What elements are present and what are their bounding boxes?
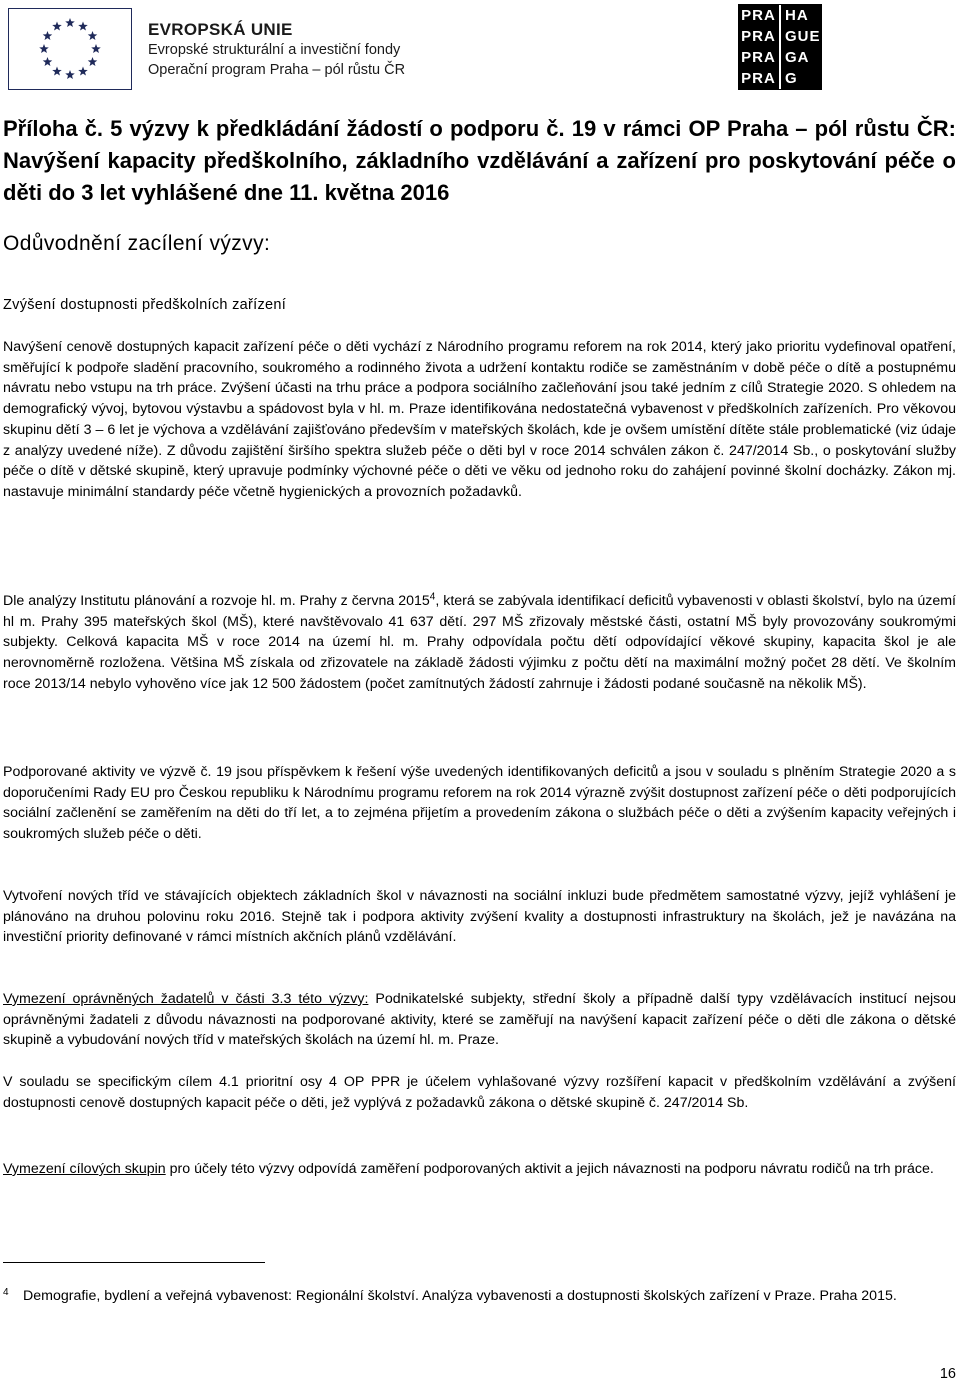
- prague-logo-left: PRA: [741, 28, 776, 45]
- eu-star-icon: [65, 70, 75, 79]
- paragraph-2-start: Dle analýzy Institutu plánování a rozvoje hl. m. Prahy z června 2015: [3, 593, 430, 609]
- paragraph-5: [3, 989, 956, 1051]
- target-groups-text: pro účely této výzvy odpovídá zaměření podporovaných aktivit a jejich návaznosti na podporu návratu rodičů na trh práce.: [165, 1161, 934, 1177]
- eu-star-icon: [52, 67, 62, 76]
- eu-star-icon: [78, 21, 88, 30]
- prague-logo-row: [738, 26, 822, 47]
- eu-programme-line: Operační program Praha – pól růstu ČR: [148, 61, 406, 78]
- prague-logo: [738, 4, 822, 90]
- paragraph-2-rest: , která se zabývala identifikací deficitů vybavenosti v oblasti školství, bylo na území hl m. Prahy 395 mateřských škol (MŠ), které navštěvovalo 41 637 dětí. 297 MŠ zřizovaly městské části, ostatní MŠ byly provozovány soukromými subjekty. Celková kapacita MŠ v roce 2014 na území hl. m. Prahy odpovídala počtu dětí odpovídající věkové skupiny, kapacita škol je ale nerovnoměrně rozložena. Většina MŠ získala od zřizovatele na základě žádosti výjimku z počtu dětí na maximální možný počet 28 dětí. Ve školním roce 2013/14 nebylo vyhověno více jak 12 500 žádostem (počet zamítnutých žádostí zahrnuje i žádosti podané současně na několik MŠ).: [3, 593, 956, 692]
- eu-star-icon: [39, 44, 49, 53]
- paragraph-1: Navýšení cenově dostupných kapacit zařízení péče o děti vychází z Národního programu reforem na rok 2014, který jako prioritu vydefinoval opatření, směřující k podpoře sladění pracovního, soukromého a rodinného života a udržení kontaktu rodiče se zaměstnáním v době péče o dítě a postupnému návratu nebo vstupu na trh práce. Zvýšení účasti na trhu práce a podpora sociálního začleňování jsou také jedním z cílů Strategie 2020. S ohledem na demografický vývoj, bytovou výstavbu a spádovost byla v hl. m. Praze identifikována nedostatečná vybavenost v předškolních zařízeních. Pro věkovou skupinu dětí 3 – 6 let je výchova a vzdělávání zajišťováno především v mateřských školách, kde je ovšem umístění dítěte stále problematické (viz údaje z analýzy uvedené níže). Z důvodu zajištění širšího spektra služeb péče o děti byl v roce 2014 schválen zákon č. 247/2014 Sb., o poskytování služby péče o dítě v dětské skupině, který upravuje podmínky výchovné péče o děti ve věku od jednoho roku do zahájení povinné školní docházky. Zákon mj. nastavuje minimální standardy péče včetně hygienických a provozních požadavků.: [3, 339, 956, 500]
- footnote-mark: 4: [3, 1287, 9, 1298]
- eu-title: EVROPSKÁ UNIE: [148, 19, 293, 39]
- prague-logo-left: PRA: [741, 70, 776, 87]
- prague-logo-right: GUE: [785, 28, 821, 45]
- paragraph-6: V souladu se specifickým cílem 4.1 prioritní osy 4 OP PPR je účelem vyhlašované výzvy rozšíření kapacit v předškolním vzdělávání a zvýšení dostupnosti cenově dostupných kapacit péče o děti, jež vyplývá z požadavků zákona o dětské skupině č. 247/2014 Sb.: [3, 1074, 956, 1111]
- footnote: [3, 1285, 956, 1307]
- eu-star-icon: [65, 18, 75, 27]
- prague-logo-right: HA: [785, 7, 809, 24]
- eu-text: [148, 19, 405, 80]
- paragraph-2: [3, 591, 956, 695]
- paragraph-3: Podporované aktivity ve výzvě č. 19 jsou příspěvkem k řešení výše uvedených identifikovaných deficitů a jsou v souladu s plněním Strategie 2020 a s doporučeními Rady EU pro Českou republiku k Národnímu programu reforem na rok 2014 výrazně zvýšit dostupnost zařízení péče o děti podporujících sociální začlenění se zaměřením na děti do tří let, a to zejména přijetím a provedením zákona o službách péče o děti a zvýšením kapacity veřejných i soukromých služeb péče o děti.: [3, 764, 956, 843]
- eu-star-icon: [43, 57, 53, 66]
- eu-logo-block: [8, 6, 405, 92]
- prague-logo-row: [738, 5, 822, 26]
- prague-logo-left: PRA: [741, 7, 776, 24]
- footnote-text: Demografie, bydlení a veřejná vybavenost: Regionální školství. Analýza vybavenosti a dostupnosti školských zařízení v Praze. Praha 2015.: [23, 1288, 897, 1304]
- eu-flag-icon: [8, 8, 132, 90]
- footnote-reference: 4: [429, 591, 436, 603]
- eu-star-icon: [88, 57, 98, 66]
- footnote-separator: [3, 1262, 265, 1263]
- document-title: Příloha č. 5 výzvy k předkládání žádostí o podporu č. 19 v rámci OP Praha – pól růstu ČR: Navýšení kapacity předškolního, základního vzdělávání a zařízení pro poskytování péče o děti do 3 let vyhlášené dne 11. května 2016: [3, 116, 956, 205]
- subsection-title: Zvýšení dostupnosti předškolních zařízení: [3, 297, 287, 313]
- page-number: 16: [939, 1366, 956, 1382]
- paragraph-4: Vytvoření nových tříd ve stávajících objektech základních škol v návaznosti na sociální inkluzi bude předmětem samostatné výzvy, jejíž vyhlášení je plánováno na druhou polovinu roku 2016. Stejně tak i podpora aktivity zvýšení kvality a dostupnosti infrastruktury na školách, jež je navázána na investiční priority definované v rámci místních akčních plánů vzdělávání.: [3, 888, 956, 946]
- eligible-applicants-text: Podnikatelské subjekty, střední školy a případně další typy vzdělávacích institucí nejsou oprávněnými žadateli z důvodu návaznosti na podporované aktivity, které se zaměřují na navýšení kapacit zařízení péče o děti dle zákona o dětské skupině a vybudování nových tříd v mateřských školách na území hl. m. Praze.: [3, 991, 956, 1049]
- eu-stars-icon: [9, 9, 131, 89]
- prague-logo-right: GA: [785, 49, 810, 66]
- eu-funds-line: Evropské strukturální a investiční fondy: [148, 41, 401, 58]
- eu-star-icon: [91, 44, 101, 53]
- section-title: Odůvodnění zacílení výzvy:: [3, 232, 271, 255]
- prague-logo-row: [738, 68, 822, 89]
- prague-logo-left: PRA: [741, 49, 776, 66]
- target-groups-label: Vymezení cílových skupin: [3, 1161, 166, 1177]
- paragraph-7: [3, 1159, 956, 1180]
- eu-star-icon: [52, 21, 62, 30]
- eu-star-icon: [43, 31, 53, 40]
- eu-star-icon: [78, 67, 88, 76]
- prague-logo-row: [738, 47, 822, 68]
- eu-star-icon: [88, 31, 98, 40]
- eligible-applicants-label: Vymezení oprávněných žadatelů v části 3.3 této výzvy:: [3, 991, 369, 1007]
- prague-logo-right: G: [785, 70, 798, 87]
